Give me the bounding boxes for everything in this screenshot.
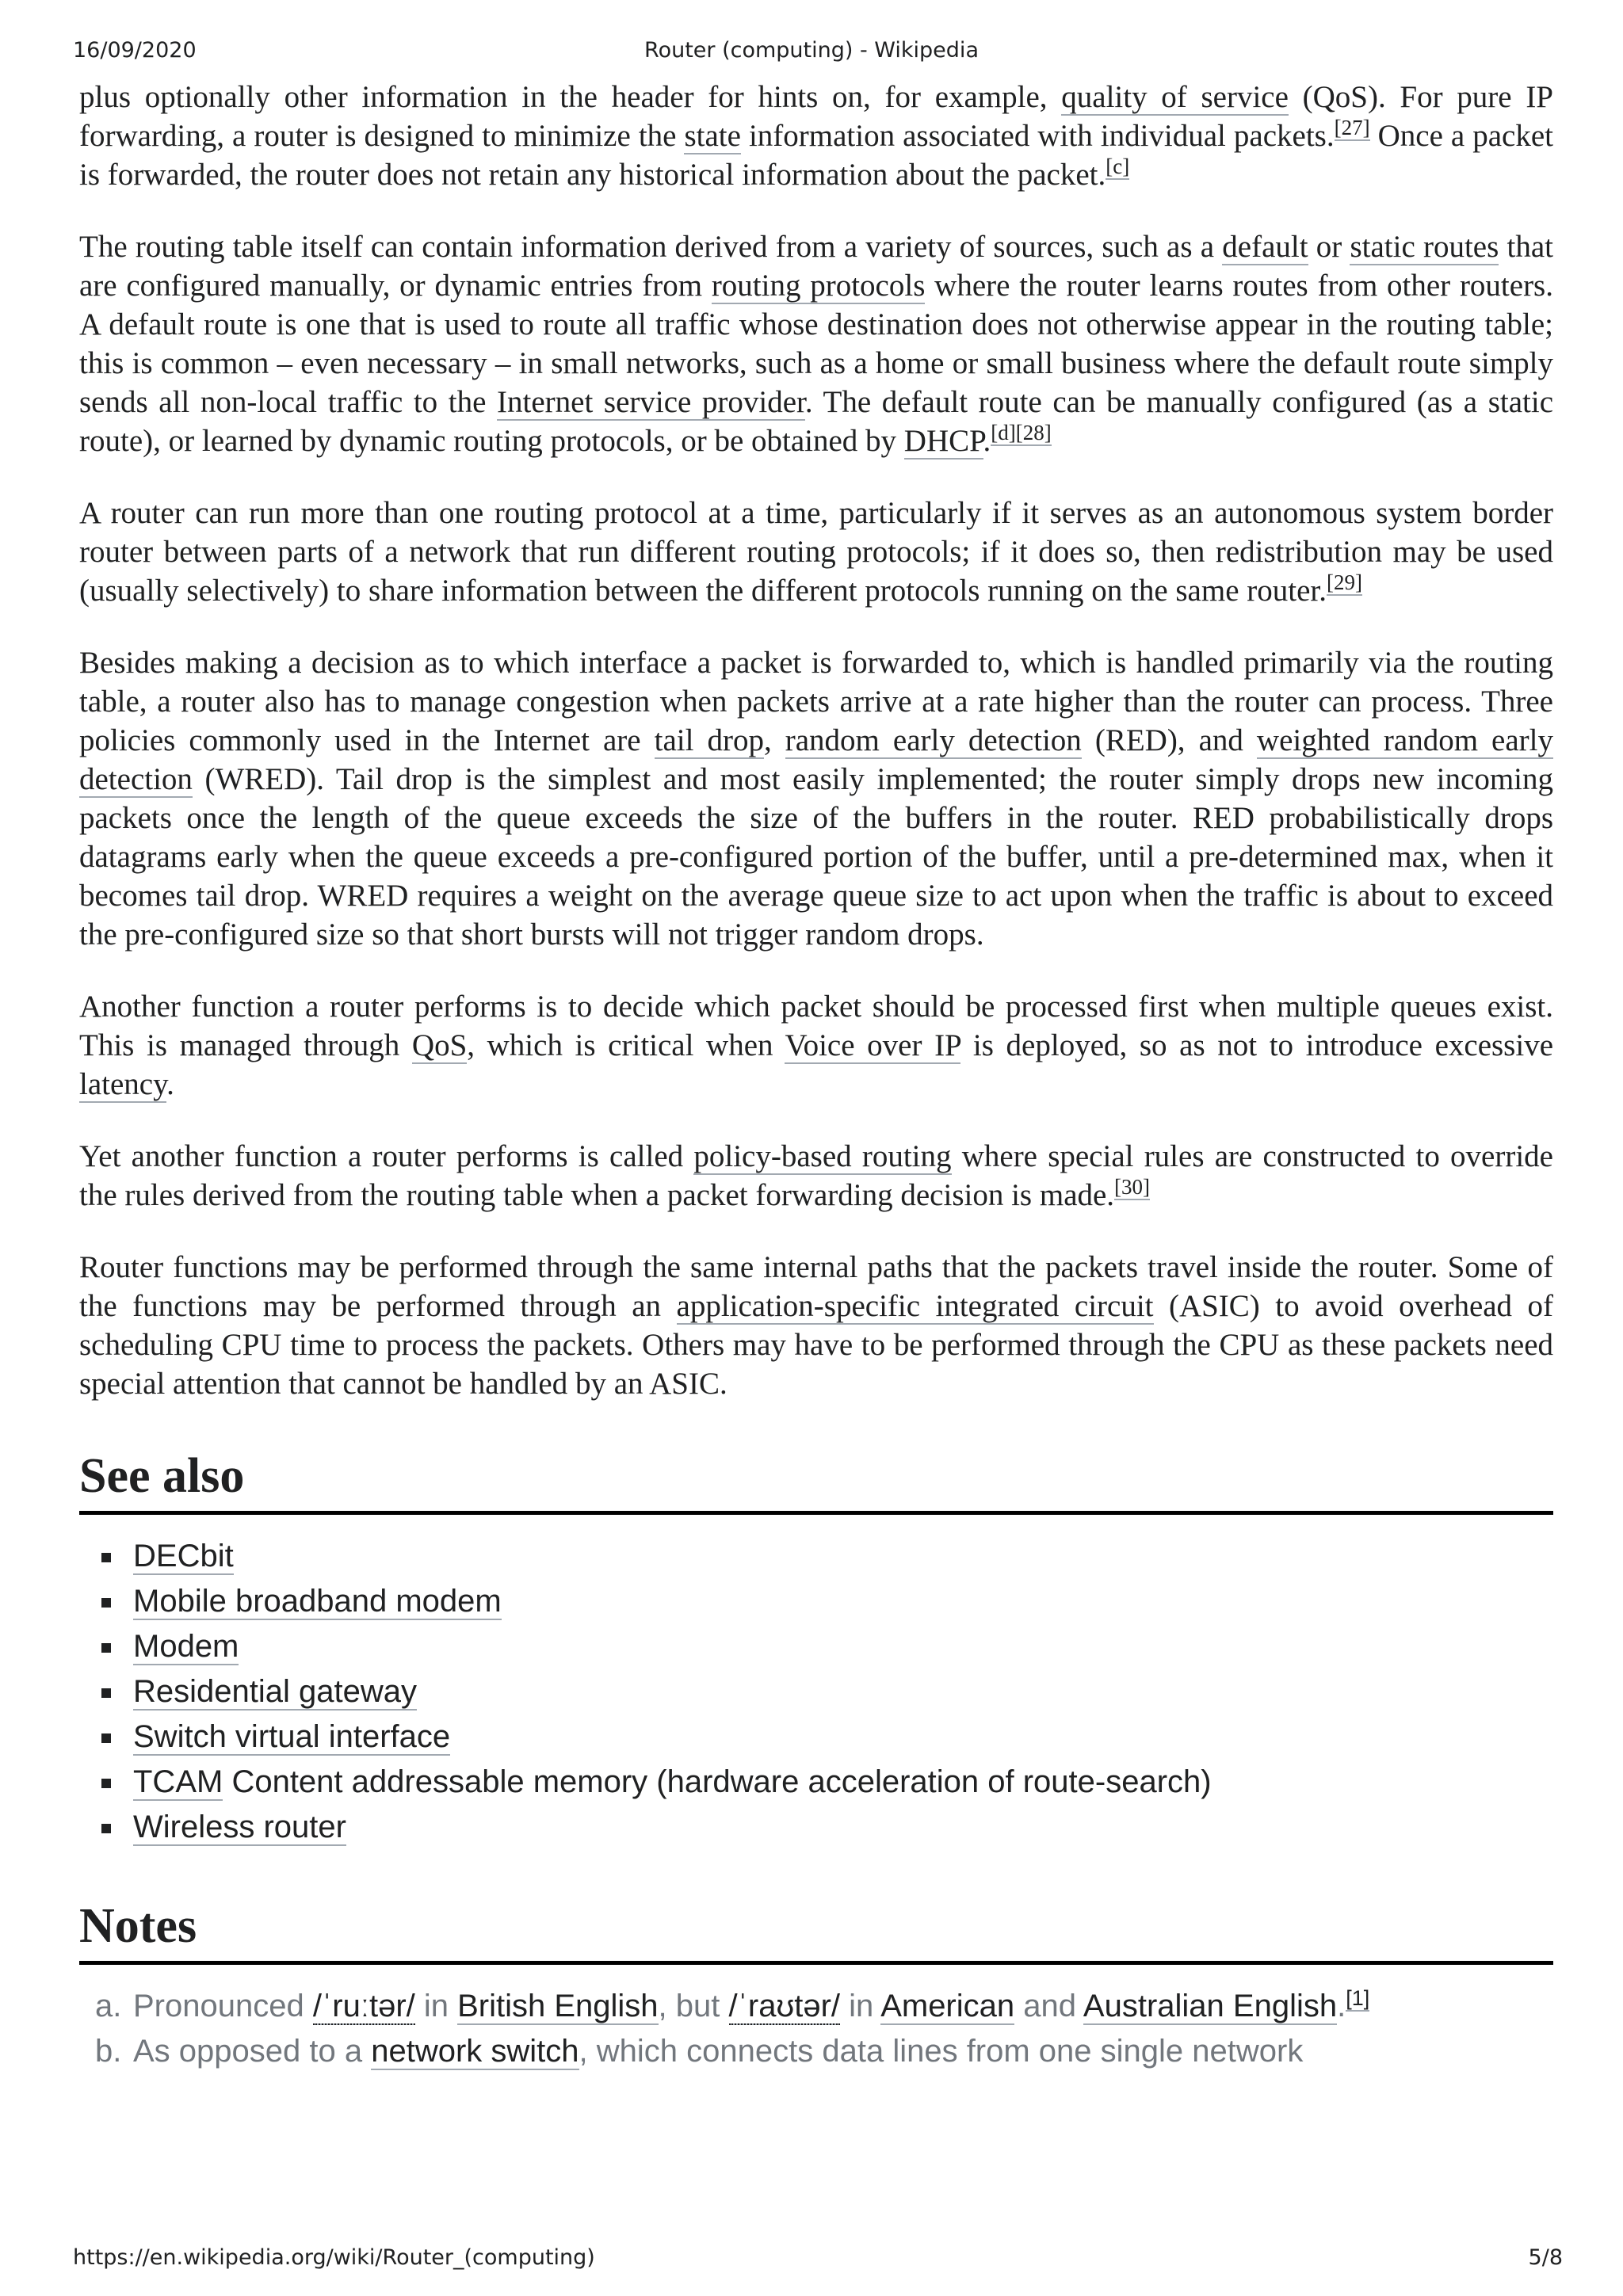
text: , which is critical when [467, 1028, 785, 1062]
link-routing-protocols[interactable]: routing protocols [711, 269, 926, 303]
link-random-early-detection[interactable]: random early detection [785, 723, 1082, 757]
text: As opposed to a [133, 2034, 372, 2069]
notes-list [79, 1984, 1553, 2074]
text: The routing table itself can contain information derived from a variety of sources, such as a [79, 230, 1223, 264]
print-header [0, 38, 1623, 67]
citation-29-link[interactable]: [29] [1326, 570, 1362, 594]
paragraph-asic [79, 1248, 1553, 1403]
link-internet-service-provider[interactable]: Internet service provider [497, 385, 805, 419]
text: , which connects data lines from one single network [579, 2034, 1304, 2069]
text: Router functions may be performed through the same internal paths that the packets travel inside the router. Some of the functions may be performed through an [79, 1250, 1553, 1323]
citation-30-link[interactable]: [30] [1114, 1175, 1151, 1199]
link-quality-of-service[interactable]: quality of service [1061, 80, 1289, 114]
citation-27-link[interactable]: [27] [1334, 116, 1370, 139]
text: Besides making a decision as to which interface a packet is forwarded to, which is handled primarily via the routing table, a router also has to manage congestion when packets arrive at a rate higher than the router can process. Three policies commonly used in the Internet are [79, 646, 1553, 757]
paragraph-forwarding [79, 78, 1553, 194]
text: Another function a router performs is to decide which packet should be processed first when multiple queues exist. This is managed through [79, 990, 1553, 1062]
list-item [133, 1714, 1553, 1760]
citation-1 [1346, 1986, 1369, 2012]
text: Once a packet is forwarded, the router does not retain any historical information about the packet. [79, 119, 1553, 192]
note-marker: b. [95, 2034, 122, 2069]
link-tcam[interactable]: TCAM [133, 1764, 223, 1799]
text: . [166, 1067, 174, 1101]
text: (RED), and [1081, 723, 1257, 757]
link-latency[interactable]: latency [79, 1067, 167, 1101]
paragraph-congestion [79, 643, 1553, 954]
citation-28-link[interactable]: [28] [1015, 421, 1052, 444]
link-ipa-british[interactable] [313, 1989, 415, 2025]
text: or [1308, 230, 1350, 264]
link-american[interactable]: American [880, 1989, 1015, 2023]
text: in [414, 1989, 458, 2023]
link-modem[interactable]: Modem [133, 1629, 239, 1664]
text: . The default route can be manually configured (as a static route), or learned by dynamic routing protocols, or be obtained by [79, 385, 1554, 458]
text: information associated with individual packets. [740, 119, 1335, 153]
text: that are configured manually, or dynamic entries from [79, 230, 1553, 303]
list-item [133, 1534, 1553, 1579]
link-tail-drop[interactable]: tail drop [654, 723, 764, 757]
text: (WRED). Tail drop is the simplest and most easily implemented; the router simply drops new incoming packets once the length of the queue exceeds the size of the buffers in the router. RED probabilistically drops datagrams early when the queue exceeds a pre-configured portion of the buffer, until a pre-determined max, when it becomes tail drop. WRED requires a weight on the average queue size to act upon when the traffic is about to exceed the pre-configured size so that short bursts will not trigger random drops. [79, 762, 1553, 952]
text: where special rules are constructed to override the rules derived from the routing table when a packet forwarding decision is made. [79, 1139, 1553, 1212]
article-content [79, 78, 1553, 2074]
note-b [95, 2029, 1553, 2074]
paragraph-multiple-protocols [79, 494, 1553, 610]
list-item [133, 1805, 1553, 1850]
print-date: 16/09/2020 [73, 38, 197, 63]
citation-1-link[interactable]: [1] [1346, 1986, 1370, 2010]
text: and [1014, 1989, 1083, 2023]
text: , [763, 723, 785, 757]
list-item [133, 1669, 1553, 1714]
citation-27 [1335, 116, 1370, 141]
link-default[interactable]: default [1222, 230, 1308, 264]
link-british-english[interactable]: British English [457, 1989, 659, 2023]
text: is deployed, so as not to introduce excessive [960, 1028, 1554, 1062]
text: Yet another function a router performs is called [79, 1139, 694, 1173]
list-item [133, 1624, 1553, 1669]
link-network-switch[interactable]: network switch [371, 2034, 579, 2069]
link-state[interactable]: state [684, 119, 741, 153]
print-page-title: Router (computing) - Wikipedia [644, 38, 979, 63]
link-wireless-router[interactable]: Wireless router [133, 1810, 346, 1844]
link-dhcp[interactable]: DHCP [903, 424, 983, 458]
text: , but [658, 1989, 729, 2023]
paragraph-qos [79, 987, 1553, 1104]
text: A router can run more than one routing protocol at a time, particularly if it serves as an autonomous system border router between parts of a network that run different routing protocols; if it does so, then redistribution may be used (usually selectively) to share information between the different protocols running on the same router. [79, 496, 1553, 608]
list-item [133, 1579, 1553, 1624]
citation-28 [1016, 421, 1052, 446]
list-item [133, 1760, 1553, 1805]
link-decbit[interactable]: DECbit [133, 1539, 234, 1573]
citation-29 [1327, 570, 1362, 596]
link-qos[interactable]: QoS [411, 1028, 468, 1062]
note-a [95, 1984, 1553, 2029]
link-policy-based-routing[interactable]: policy-based routing [693, 1139, 952, 1173]
ipa-text: /ˈraʊtər/ [728, 1989, 841, 2023]
print-footer [0, 2245, 1623, 2274]
citation-30 [1114, 1175, 1150, 1200]
note-c [1106, 154, 1129, 180]
ipa-text: /ˈruːtər/ [312, 1989, 415, 2023]
text: in [840, 1989, 881, 2023]
note-d-link[interactable]: [d] [991, 421, 1016, 444]
text: (QoS). For pure IP forwarding, a router is designed to minimize the [79, 80, 1553, 153]
link-ipa-american[interactable] [729, 1989, 841, 2025]
text: . [1337, 1989, 1346, 2023]
note-marker: a. [95, 1989, 122, 2023]
link-weighted-random-early-detection[interactable]: weighted random early detection [79, 723, 1553, 796]
text: (ASIC) to avoid overhead of scheduling CPU time to process the packets. Others may have to be performed through the CPU as these packets need special attention that cannot be handled by an ASIC. [79, 1289, 1554, 1401]
paragraph-routing-table [79, 227, 1553, 460]
note-c-link[interactable]: [c] [1106, 154, 1130, 178]
print-url: https://en.wikipedia.org/wiki/Router_(computing) [73, 2245, 595, 2270]
link-static-routes[interactable]: static routes [1350, 230, 1499, 264]
print-page-number: 5/8 [1528, 2245, 1563, 2270]
text: plus optionally other information in the header for hints on, for example, [79, 80, 1062, 114]
link-australian-english[interactable]: Australian English [1083, 1989, 1338, 2023]
paragraph-policy-routing [79, 1137, 1553, 1215]
note-d [991, 421, 1015, 446]
link-voice-over-ip[interactable]: Voice over IP [785, 1028, 961, 1062]
text: . [983, 424, 991, 458]
see-also-heading: See also [79, 1447, 1553, 1515]
link-residential-gateway[interactable]: Residential gateway [133, 1674, 417, 1709]
link-asic[interactable]: application-specific integrated circuit [676, 1289, 1154, 1323]
see-also-list [79, 1534, 1553, 1850]
text: where the router learns routes from other routers. A default route is one that is used to route all traffic whose destination does not otherwise appear in the routing table; this is common – even necessary – in small networks, such as a home or small business where the default route simply sends all non-local traffic to the [79, 269, 1553, 419]
link-mobile-broadband-modem[interactable]: Mobile broadband modem [133, 1584, 502, 1619]
text: Content addressable memory (hardware acceleration of route-search) [223, 1764, 1212, 1799]
link-switch-virtual-interface[interactable]: Switch virtual interface [133, 1719, 451, 1754]
notes-heading: Notes [79, 1897, 1553, 1965]
text: Pronounced [133, 1989, 313, 2023]
